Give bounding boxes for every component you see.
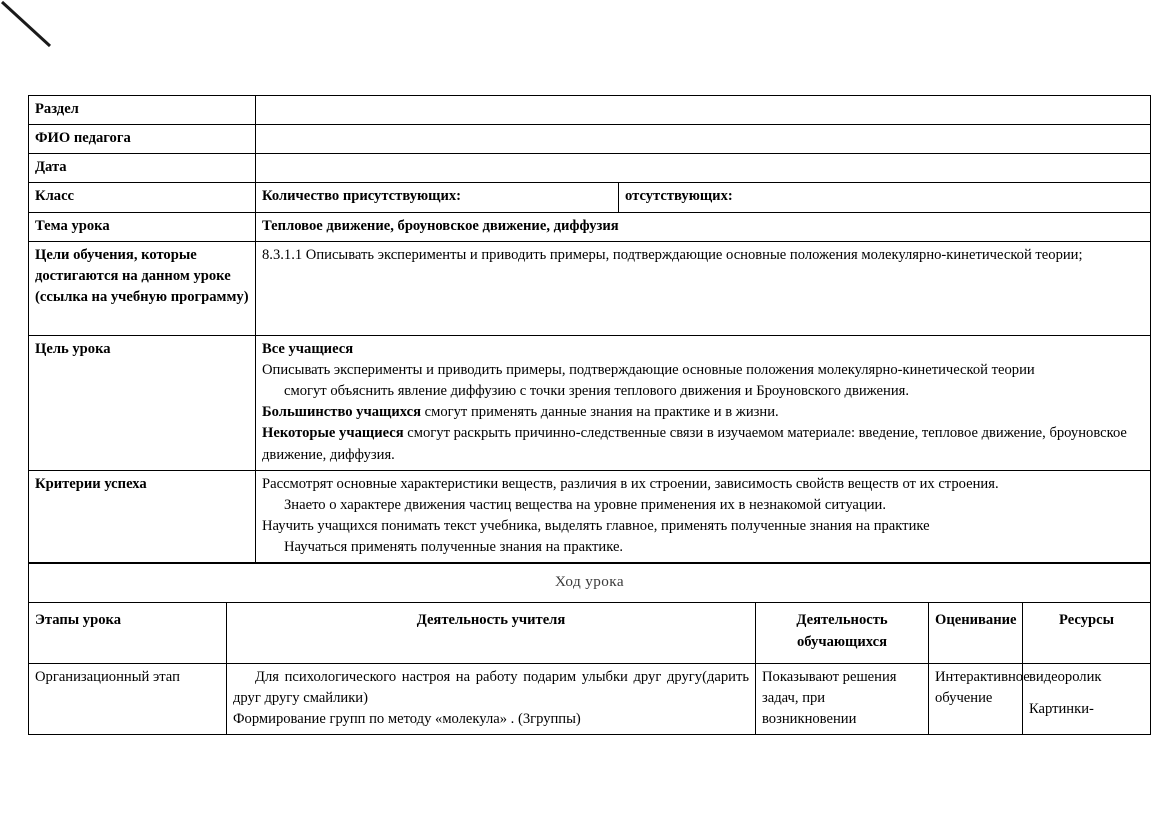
lesson-flow-title: Ход урока — [29, 564, 1151, 603]
label-kriterii-uspeha: Критерии успеха — [29, 470, 256, 563]
table-row-kriterii-uspeha — [29, 470, 1151, 563]
value-data[interactable] — [256, 154, 1151, 183]
label-fio-pedagoga: ФИО педагога — [29, 125, 256, 154]
resource-spacer — [1029, 688, 1144, 699]
label-razdel: Раздел — [29, 96, 256, 125]
label-tema-uroka: Тема урока — [29, 212, 256, 241]
header-etapy-uroka: Этапы урока — [29, 603, 227, 663]
table-row-razdel — [29, 96, 1151, 125]
label-present-count: Количество присутствующих: — [256, 183, 619, 212]
line-some-students — [262, 423, 1144, 465]
cell-student-activity: Показывают решения задач, при возникновении — [756, 663, 929, 734]
table-row-klass — [29, 183, 1151, 212]
label-absent-count: отсутствующих: — [619, 183, 1151, 212]
teacher-activity-line: Для психологического настроя на работу подарим улыбки друг другу(дарить друг другу смайлики) — [233, 668, 749, 706]
criteria-line: Рассмотрят основные характеристики веществ, различия в их строении, зависимость свойств веществ от их строения. — [262, 475, 999, 492]
criteria-line: Знаето о характере движения частиц вещества на уровне применения их в незнакомой ситуации. — [284, 496, 886, 513]
value-kriterii-uspeha — [256, 470, 1151, 563]
header-resursy: Ресурсы — [1023, 603, 1151, 663]
page-corner-mark — [0, 0, 56, 52]
text-most-students: смогут применять данные знания на практике и в жизни. — [424, 404, 779, 421]
table-row-tema-uroka — [29, 212, 1151, 241]
resource-line: видеоролик — [1029, 668, 1102, 685]
cell-stage: Организационный этап — [29, 663, 227, 734]
heading-most-students: Большинство учащихся — [262, 404, 421, 421]
teacher-activity-line: Формирование групп по методу «молекула» . (3группы) — [233, 711, 581, 727]
text-all-students-2: смогут объяснить явление диффузию с точки зрения теплового движения и Броуновского движения. — [284, 383, 910, 400]
heading-all-students: Все учащиеся — [262, 340, 354, 357]
table-row — [29, 663, 1151, 734]
cell-resources — [1023, 663, 1151, 734]
header-deyatelnost-uchitelya: Деятельность учителя — [227, 603, 756, 663]
value-celi-obucheniya: 8.3.1.1 Описывать эксперименты и приводить примеры, подтверждающие основные положения молекулярно-кинетической теории; — [256, 241, 1151, 335]
lesson-flow-table — [28, 563, 1151, 735]
resource-line: Картинки- — [1029, 700, 1094, 717]
header-ocenivanie: Оценивание — [929, 603, 1023, 663]
label-klass: Класс — [29, 183, 256, 212]
value-cel-uroka — [256, 335, 1151, 470]
criteria-line: Научаться применять полученные знания на практике. — [284, 539, 624, 556]
value-tema-uroka: Тепловое движение, броуновское движение, диффузия — [256, 212, 1151, 241]
lesson-flow-title-row — [29, 564, 1151, 603]
heading-some-students: Некоторые учащиеся — [262, 425, 404, 442]
lesson-plan-document — [28, 95, 1150, 735]
cell-teacher-activity — [227, 663, 756, 734]
cell-assessment: Интерактивное обучение — [929, 663, 1023, 734]
table-row-data — [29, 154, 1151, 183]
table-row-celi-obucheniya — [29, 241, 1151, 335]
line-most-students — [262, 402, 1144, 423]
label-data: Дата — [29, 154, 256, 183]
value-fio-pedagoga[interactable] — [256, 125, 1151, 154]
lesson-info-table — [28, 95, 1151, 563]
text-some-students: смогут раскрыть причинно-следственные связи в изучаемом материале: введение, тепловое движение, броуновское движение, диффузия. — [262, 425, 1127, 463]
label-cel-uroka: Цель урока — [29, 335, 256, 470]
text-all-students: Описывать эксперименты и приводить примеры, подтверждающие основные положения молекулярно-кинетической теории — [262, 361, 1035, 378]
table-row-fio — [29, 125, 1151, 154]
header-deyatelnost-obuchayushchihsya: Деятельность обучающихся — [756, 603, 929, 663]
table-row-cel-uroka — [29, 335, 1151, 470]
label-celi-obucheniya: Цели обучения, которые достигаются на данном уроке (ссылка на учебную программу) — [29, 241, 256, 335]
criteria-line: Научить учащихся понимать текст учебника, выделять главное, применять полученные знания на практике — [262, 518, 930, 535]
lesson-flow-header-row — [29, 603, 1151, 663]
value-razdel[interactable] — [256, 96, 1151, 125]
